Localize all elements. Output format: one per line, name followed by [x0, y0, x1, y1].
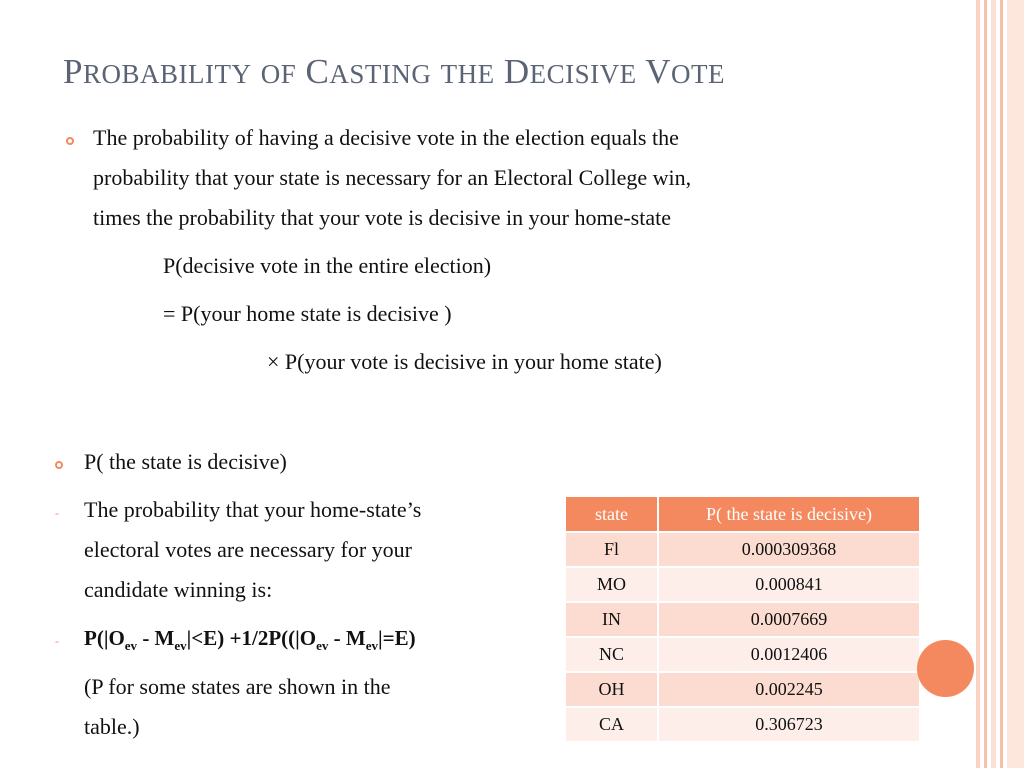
cell-state: CA	[565, 707, 658, 742]
cell-probability: 0.0012406	[658, 637, 920, 672]
section-heading: P( the state is decisive)	[84, 449, 287, 474]
header-state: state	[565, 496, 658, 532]
state-probability-table	[564, 495, 921, 743]
description-line-3: candidate winning is:	[84, 577, 273, 602]
decorative-stripes	[976, 0, 1024, 768]
equation-line-3: × P(your vote is decisive in your home state)	[267, 349, 662, 374]
bullet-icon	[55, 461, 63, 469]
note-line-2: table.)	[84, 714, 140, 739]
equation-line-2: = P(your home state is decisive )	[163, 301, 452, 326]
dash-bullet-icon: -	[55, 506, 59, 520]
table-row	[565, 567, 920, 602]
cell-state: Fl	[565, 532, 658, 567]
cell-probability: 0.0007669	[658, 602, 920, 637]
table-row	[565, 532, 920, 567]
cell-probability: 0.306723	[658, 707, 920, 742]
table-header-row	[565, 496, 920, 532]
dash-bullet-icon: -	[55, 634, 59, 648]
cell-state: MO	[565, 567, 658, 602]
cell-probability: 0.002245	[658, 672, 920, 707]
cell-state: IN	[565, 602, 658, 637]
decorative-circle	[917, 640, 974, 697]
cell-state: OH	[565, 672, 658, 707]
slide-title: PROBABILITY OF CASTING THE DECISIVE VOTE	[63, 52, 725, 91]
table-row	[565, 672, 920, 707]
equation-line-1: P(decisive vote in the entire election)	[163, 253, 492, 278]
header-probability: P( the state is decisive)	[658, 496, 920, 532]
intro-line-3: times the probability that your vote is decisive in your home-state	[93, 205, 671, 230]
bullet-icon	[66, 137, 74, 145]
cell-state: NC	[565, 637, 658, 672]
description-line-1: The probability that your home-state’s	[84, 497, 422, 522]
intro-line-1: The probability of having a decisive vote in the election equals the	[93, 125, 679, 150]
intro-line-2: probability that your state is necessary for an Electoral College win,	[93, 165, 692, 190]
description-line-2: electoral votes are necessary for your	[84, 537, 413, 562]
table-row	[565, 637, 920, 672]
table-row	[565, 707, 920, 742]
note-line-1: (P for some states are shown in the	[84, 674, 391, 699]
cell-probability: 0.000309368	[658, 532, 920, 567]
table-row	[565, 602, 920, 637]
probability-formula: $P(|O_{ev} - M_{ev}|<E) +1/2P((|O_{ev} - M_{ev}|=E)$	[84, 626, 416, 654]
cell-probability: 0.000841	[658, 567, 920, 602]
